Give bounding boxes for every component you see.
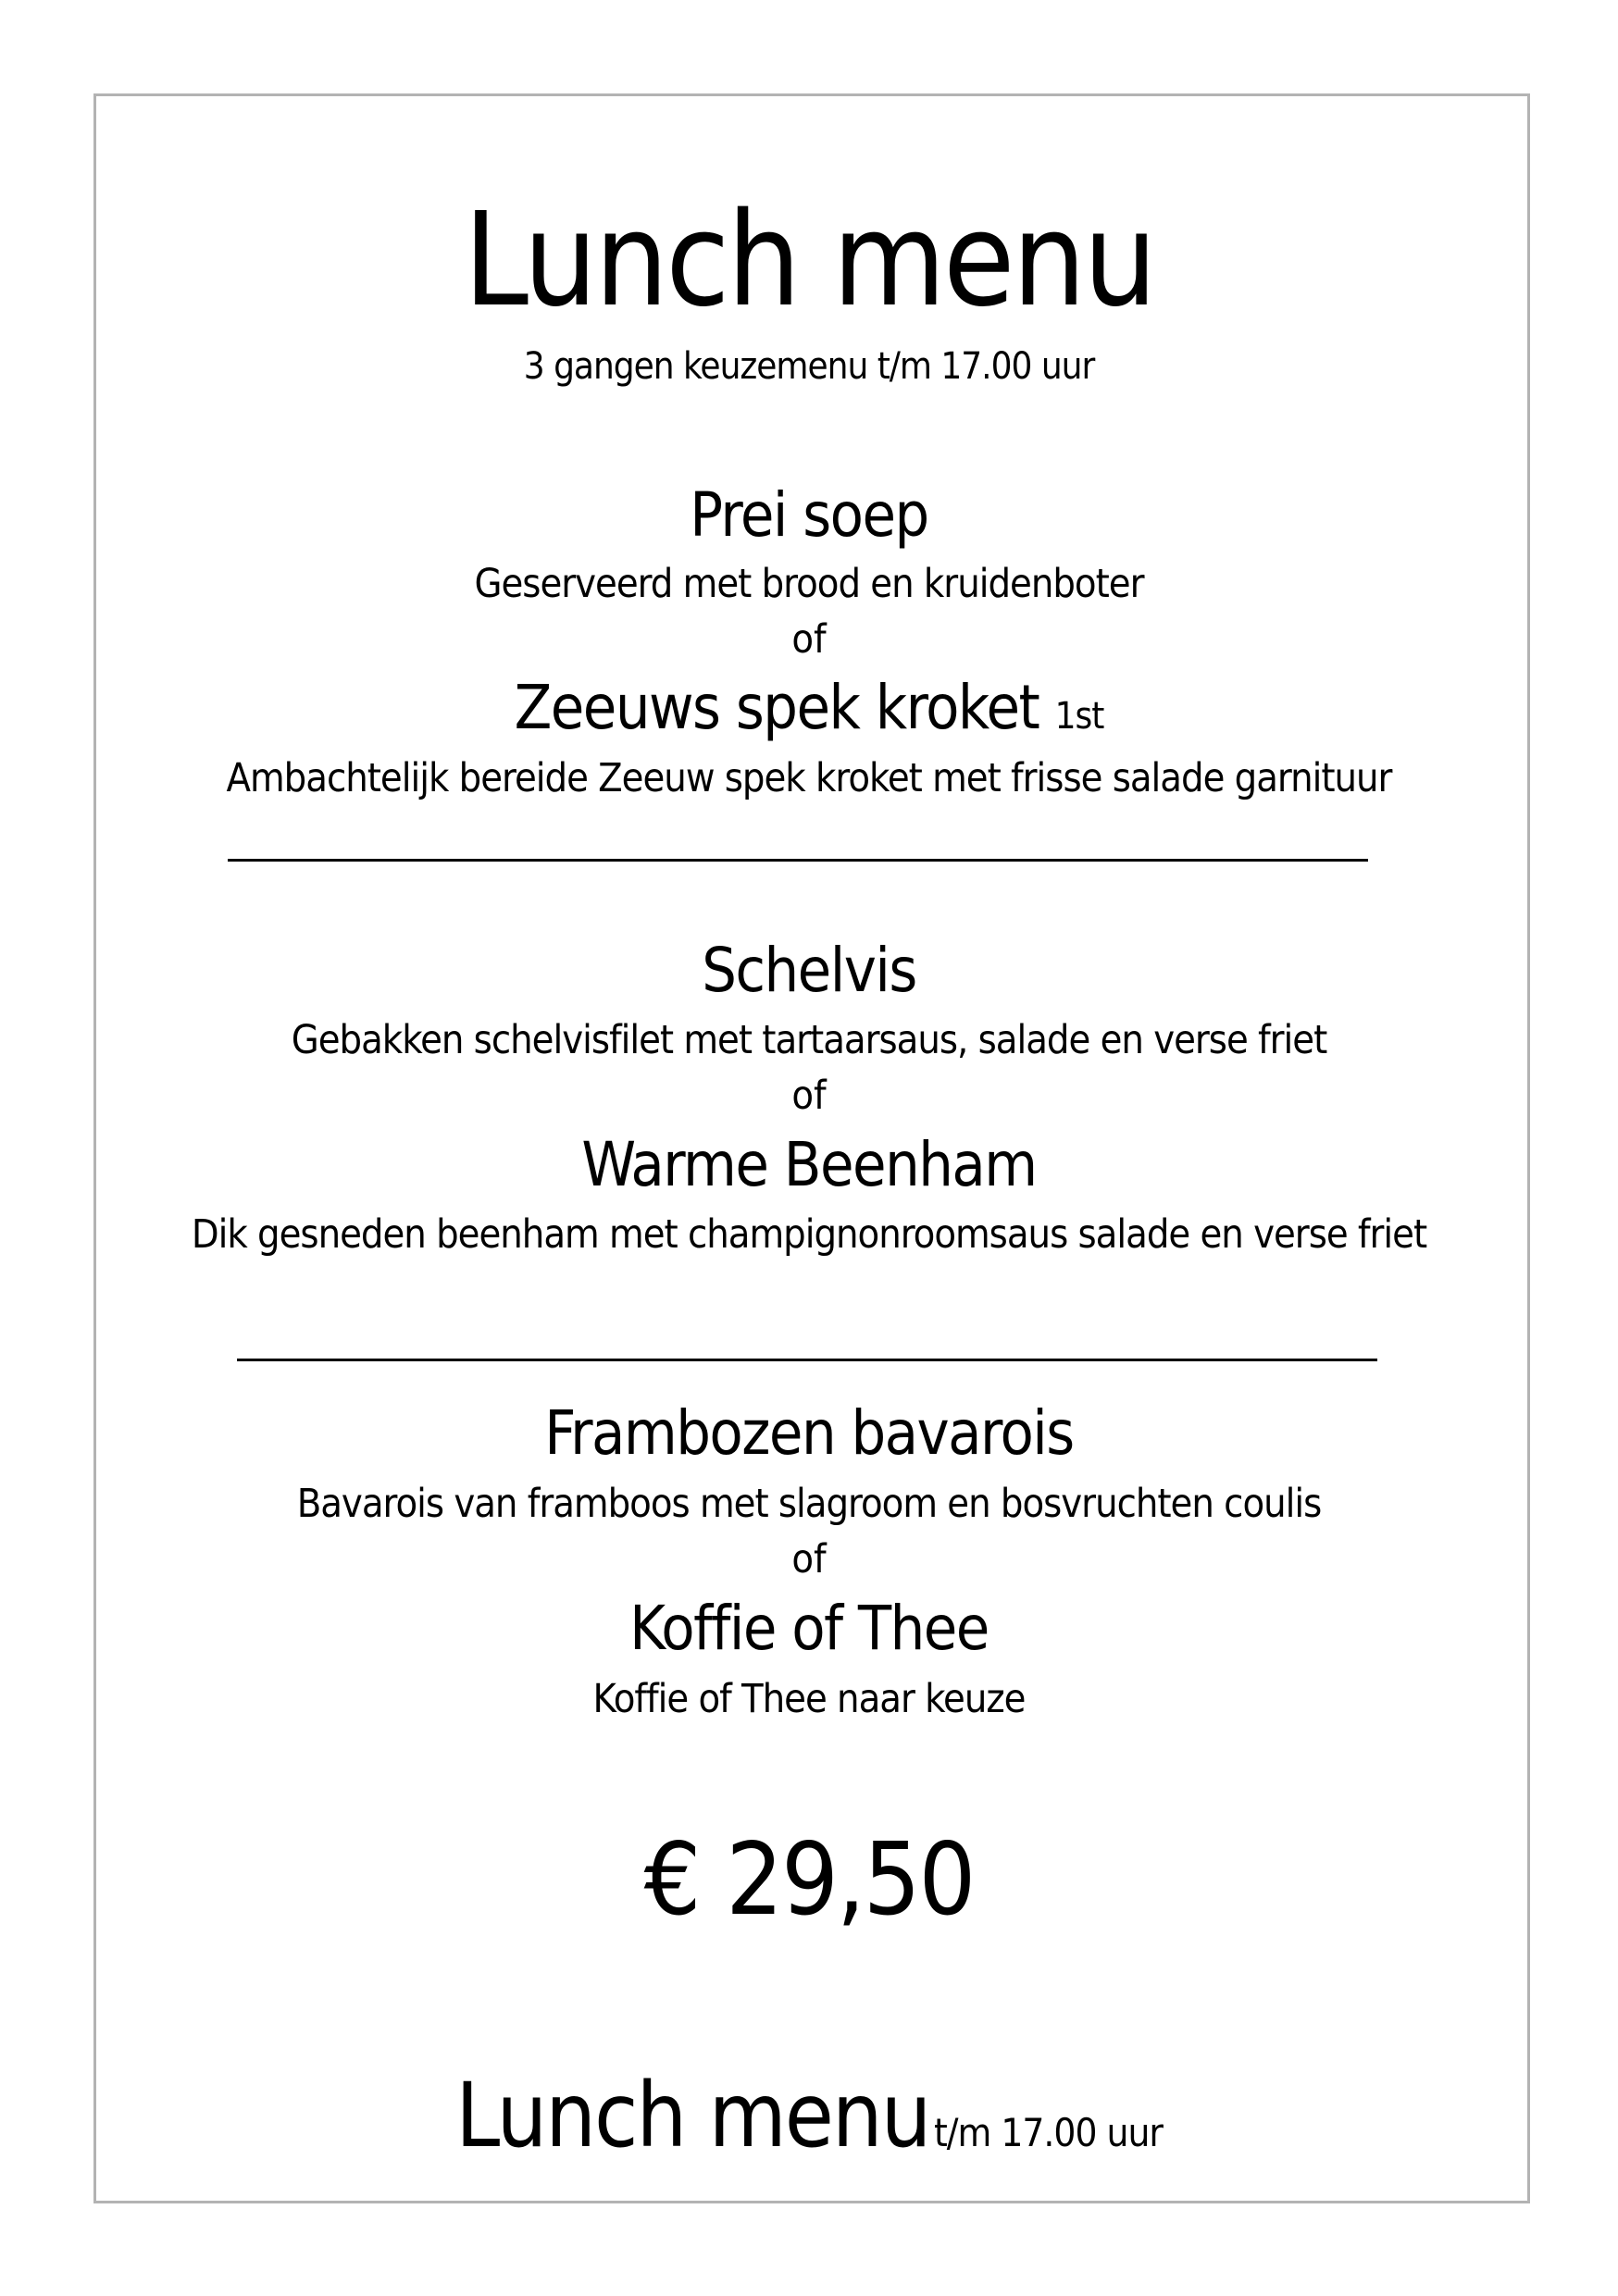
dish-name-text: Zeeuws spek kroket <box>514 672 1039 743</box>
section-divider <box>237 1359 1377 1361</box>
dish-name: Schelvis <box>702 935 916 1006</box>
dish-name <box>0 672 1618 743</box>
dish-name: Frambozen bavarois <box>544 1397 1074 1469</box>
dish-description: Ambachtelijk bereide Zeeuw spek kroket met frisse salade garnituur <box>226 755 1392 801</box>
dish-description: Dik gesneden beenham met champignonroomsaus salade en verse friet <box>191 1211 1427 1258</box>
or-separator: of <box>791 1536 827 1582</box>
footer-note: t/m 17.00 uur <box>934 2110 1163 2155</box>
dish-suffix: 1st <box>1054 695 1104 738</box>
menu-subtitle: 3 gangen keuzemenu t/m 17.00 uur <box>523 345 1095 388</box>
footer-title: Lunch menu <box>455 2064 930 2167</box>
or-separator: of <box>791 1073 827 1119</box>
dish-name: Prei soep <box>690 479 928 551</box>
dish-description: Koffie of Thee naar keuze <box>592 1676 1026 1722</box>
dish-description: Gebakken schelvisfilet met tartaarsaus, salade en verse friet <box>291 1017 1327 1063</box>
menu-title: Lunch menu <box>463 185 1155 336</box>
dish-description: Geserveerd met brood en kruidenboter <box>474 561 1144 607</box>
dish-name: Koffie of Thee <box>629 1593 989 1664</box>
menu-price: € 29,50 <box>643 1822 975 1938</box>
dish-description: Bavarois van framboos met slagroom en bosvruchten coulis <box>296 1481 1322 1527</box>
dish-name: Warme Beenham <box>581 1129 1037 1200</box>
section-divider <box>228 859 1368 862</box>
or-separator: of <box>791 616 827 663</box>
footer <box>0 2064 1618 2167</box>
